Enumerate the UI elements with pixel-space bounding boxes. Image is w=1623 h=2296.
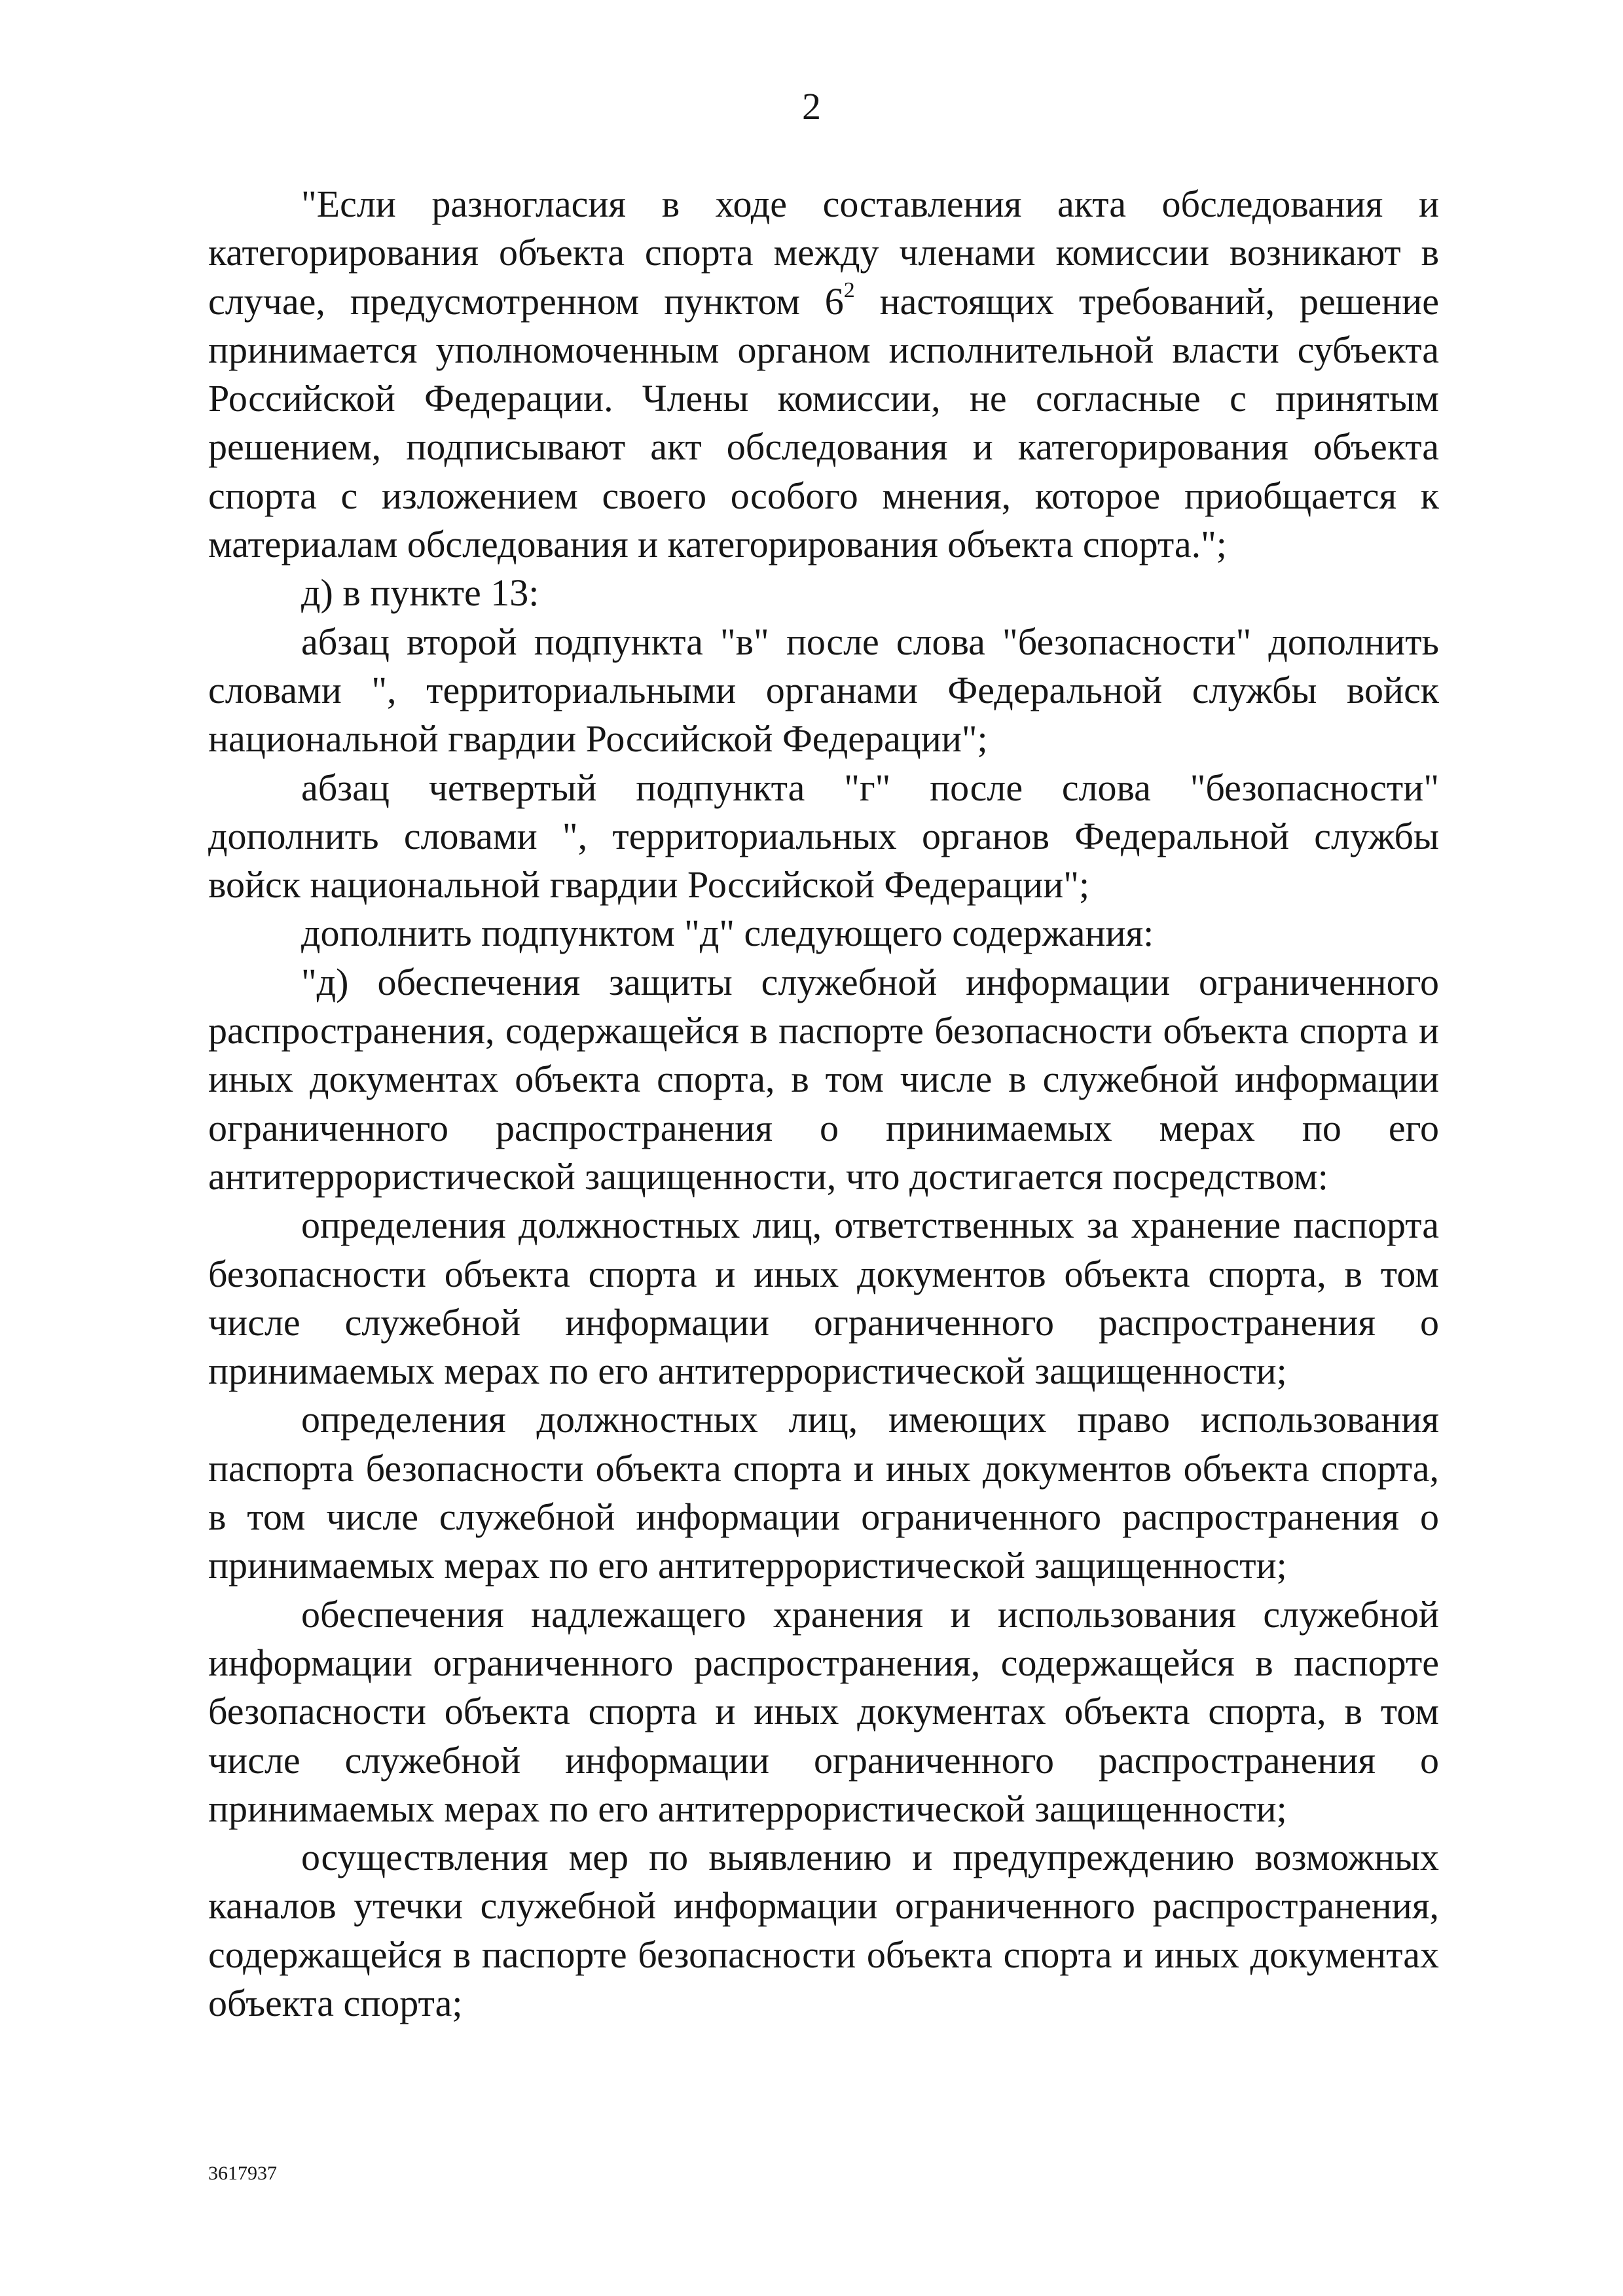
page-number: 2 — [802, 85, 821, 128]
paragraph-authorized-officials: определения должностных лиц, имеющих право использования паспорта безопасности объекта спорта и иных документов объекта спорта, в том числе служебной информации ограниченного распространения о принимаемых мерах по его антитеррористической защищенности; — [208, 1398, 1439, 1587]
paragraph-responsible-officials: определения должностных лиц, ответственных за хранение паспорта безопасности объекта спорта и иных документов объекта спорта, в том числе служебной информации ограниченного распространения о принимаемых мерах по его антитеррористической защищенности; — [208, 1204, 1439, 1393]
paragraph-subitem-v: абзац второй подпункта "в" после слова "безопасности" дополнить словами ", территориальными органами Федеральной службы войск национальной гвардии Российской Федерации"; — [208, 620, 1439, 761]
paragraph-item-13: д) в пункте 13: — [301, 571, 539, 615]
document-body — [208, 180, 1439, 2028]
paragraph-text: "Если разногласия в ходе составления акта обследования и категорирования объекта спорта между членами комиссии возникают в случае, предусмотренном пунктом 6 — [208, 183, 1439, 323]
paragraph-add-subitem-d: дополнить подпунктом "д" следующего содержания: — [301, 912, 1154, 955]
paragraph-proper-storage: обеспечения надлежащего хранения и использования служебной информации ограниченного распространения, содержащейся в паспорте безопасности объекта спорта и иных документах объекта спорта, в том числе служебной информации ограниченного распространения о принимаемых мерах по его антитеррористической защищенности; — [208, 1592, 1439, 1830]
paragraph-subitem-d-text: "д) обеспечения защиты служебной информации ограниченного распространения, содержащейся в паспорте безопасности объекта спорта и иных документах объекта спорта, в том числе в служебной информации ограниченного распространения о принимаемых мерах по его антитеррористической защищенности, что достигается посредством: — [208, 960, 1439, 1198]
superscript-index: 2 — [843, 278, 855, 302]
document-code: 3617937 — [208, 2162, 277, 2184]
paragraph-disagreement-decision — [208, 180, 1439, 569]
paragraph-subitem-g: абзац четвертый подпункта "г" после слова "безопасности" дополнить словами ", территориальных органов Федеральной службы войск национальной гвардии Российской Федерации"; — [208, 766, 1439, 906]
paragraph-text: настоящих требований, решение принимается уполномоченным органом исполнительной власти субъекта Российской Федерации. Члены комиссии, не согласные с принятым решением, подписывают акт обследования и категорирования объекта спорта с изложением своего особого мнения, которое приобщается к материалам обследования и категорирования объекта спорта."; — [208, 279, 1439, 566]
paragraph-leak-prevention: осуществления мер по выявлению и предупреждению возможных каналов утечки служебной информации ограниченного распространения, содержащейся в паспорте безопасности объекта спорта и иных документах объекта спорта; — [208, 1836, 1439, 2024]
